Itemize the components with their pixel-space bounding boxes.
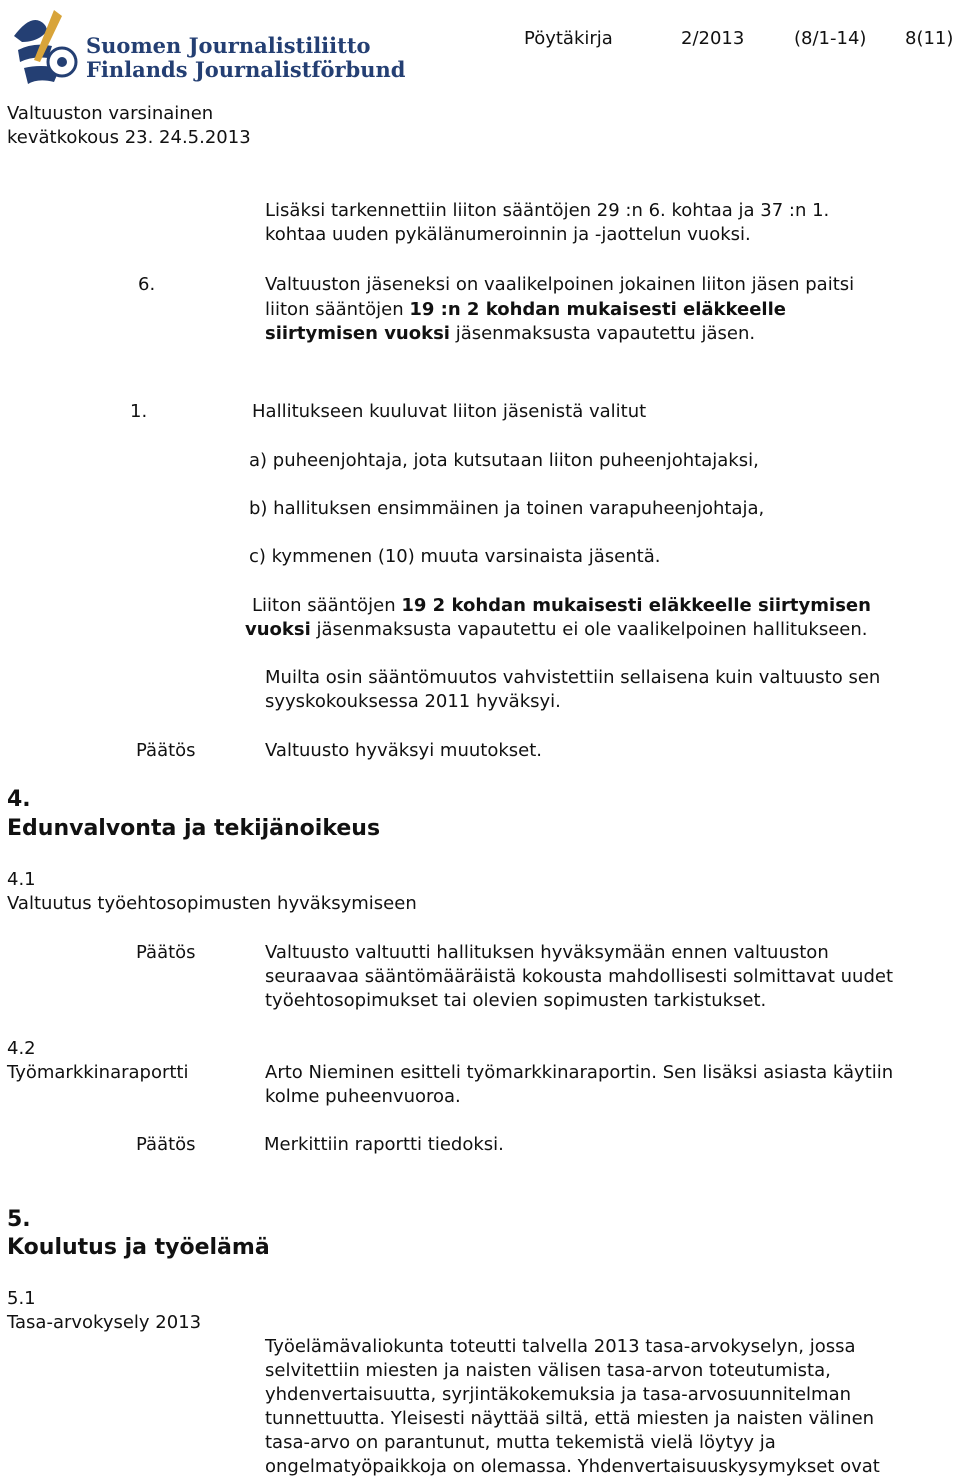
text-plain: jäsenmaksusta vapautettu jäsen. [449,323,756,344]
section-number: 4. [7,787,31,812]
doc-type: Pöytäkirja [524,28,613,49]
meeting-title-line1: Valtuuston varsinainen [7,103,214,124]
subsection-title: Työmarkkinaraportti [7,1062,189,1083]
org-name-swedish: Finlands Journalistförbund [86,57,406,82]
subsection-number: 5.1 [7,1288,36,1309]
paragraph-line [252,594,871,618]
paragraph-line: Hallitukseen kuuluvat liiton jäsenistä valitut [252,401,647,422]
paragraph-line: selvitettiin miesten ja naisten välisen tasa-arvon toteutumista, [265,1360,831,1381]
item-number: 6. [138,274,156,295]
paragraph-line: kohtaa uuden pykälänumeroinnin ja -jaottelun vuoksi. [265,224,751,245]
paragraph-line: Valtuusto valtuutti hallituksen hyväksymään ennen valtuuston [265,942,829,963]
list-item: b) hallituksen ensimmäinen ja toinen varapuheenjohtaja, [249,498,765,519]
subsection-number: 4.2 [7,1038,36,1059]
subsection-title: Valtuutus työehtosopimusten hyväksymiseen [7,893,417,914]
text-bold: vuoksi [245,619,311,640]
list-item: a) puheenjohtaja, jota kutsutaan liiton puheenjohtajaksi, [249,450,759,471]
decision-text: Merkittiin raportti tiedoksi. [264,1134,504,1155]
item-number: 1. [130,401,148,422]
decision-label: Päätös [136,942,196,963]
paragraph-block [265,1335,880,1479]
text-bold: 19 :n 2 kohdan mukaisesti eläkkeelle [409,299,786,320]
section-number: 5. [7,1207,31,1232]
section-range: (8/1-14) [794,28,867,49]
org-name-finnish: Suomen Journalistiliitto [86,33,371,58]
text-plain: jäsenmaksusta vapautettu ei ole vaalikelpoinen hallitukseen. [310,619,868,640]
paragraph-line: tasa-arvo on parantunut, mutta tekemistä vielä löytyy ja [265,1432,776,1453]
paragraph-line: Lisäksi tarkennettiin liiton sääntöjen 29 :n 6. kohtaa ja 37 :n 1. [265,200,830,221]
paragraph-line: yhdenvertaisuutta, syrjintäkokemuksia ja tasa-arvosuunnitelman [265,1384,852,1405]
paragraph-line: tunnettuutta. Yleisesti näyttää siltä, että miesten ja naisten välinen [265,1408,875,1429]
paragraph-line: syyskokouksessa 2011 hyväksyi. [265,691,561,712]
paragraph-line: kolme puheenvuoroa. [265,1086,461,1107]
paragraph-line: Valtuuston jäseneksi on vaalikelpoinen jokainen liiton jäsen paitsi [265,274,855,295]
journalist-union-emblem-icon [4,6,84,90]
paragraph-line: ongelmatyöpaikkoja on olemassa. Yhdenvertaisuuskysymykset ovat [265,1456,880,1477]
meeting-title-line2: kevätkokous 23. 24.5.2013 [7,127,251,148]
paragraph-line: työehtosopimukset tai olevien sopimusten tarkistukset. [265,990,767,1011]
paragraph-line: Arto Nieminen esitteli työmarkkinaraportin. Sen lisäksi asiasta käytiin [265,1062,894,1083]
section-title: Edunvalvonta ja tekijänoikeus [7,816,381,841]
decision-label: Päätös [136,740,196,761]
list-item: c) kymmenen (10) muuta varsinaista jäsentä. [249,546,661,567]
page-number: 8(11) [905,28,954,49]
subsection-title: Tasa-arvokysely 2013 [7,1312,202,1333]
paragraph-line: Työelämävaliokunta toteutti talvella 2013 tasa-arvokyselyn, jossa [265,1336,856,1357]
paragraph-line: Muilta osin sääntömuutos vahvistettiin sellaisena kuin valtuusto sen [265,667,881,688]
paragraph-line: seuraavaa sääntömääräistä kokousta mahdollisesti solmittavat uudet [265,966,894,987]
subsection-number: 4.1 [7,869,36,890]
text-bold: 19 2 kohdan mukaisesti eläkkeelle siirtymisen [401,595,871,616]
section-title: Koulutus ja työelämä [7,1235,270,1260]
paragraph-line [245,618,868,642]
paragraph-line [265,322,755,346]
paragraph-line [265,298,786,322]
decision-label: Päätös [136,1134,196,1155]
doc-number: 2/2013 [681,28,745,49]
logo [4,6,84,90]
text-plain: Liiton sääntöjen [252,595,402,616]
text-bold: siirtymisen vuoksi [265,323,450,344]
text-plain: liiton sääntöjen [265,299,410,320]
decision-text: Valtuusto hyväksyi muutokset. [265,740,542,761]
